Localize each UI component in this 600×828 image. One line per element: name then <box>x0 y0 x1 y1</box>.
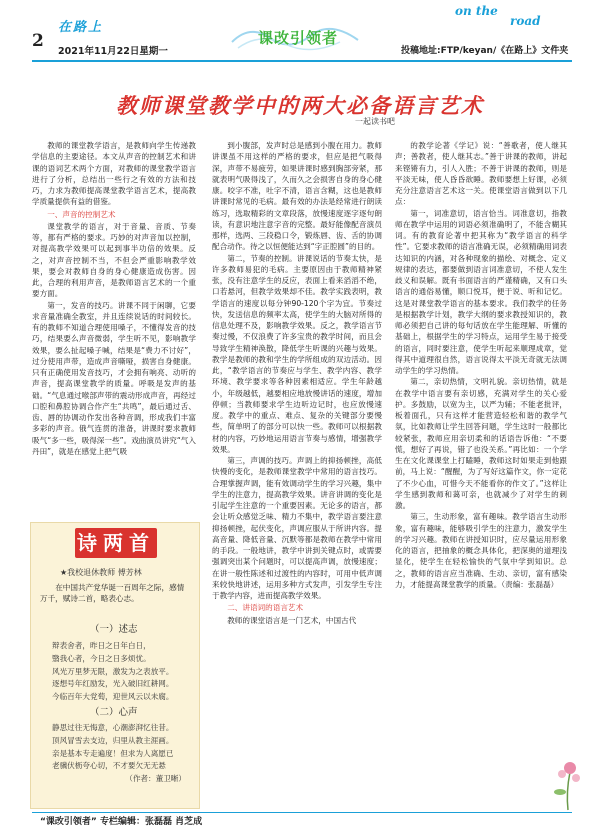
article-column-2 <box>212 140 382 810</box>
paragraph: 教师的课堂教学语言，是教师向学生传递教学信息的主要途径。本文从声音的控制艺术和讲课的语词艺术两个方面，对教师的课堂教学语言进行了分析，总结出一些行之有效的方法和技巧，力求为教师提高课堂教学语言艺术，提高教学质量提供有益的借鉴。 <box>32 141 196 207</box>
paragraph: 的教学论著《学记》说：“善歌者，使人继其声；善教者，使人继其志。”善于讲课的教师，讲起来铿锵有力，引人入胜；不善于讲课的教师，则是平淡无味，使人昏昏欲睡。教师要想上好课，必须充分注意语言艺术这一关。使课堂语言做到以下几点： <box>395 141 567 207</box>
paragraph: 第一，词准意切，语言恰当。词准意切，指教师在教学中运用的词语必须准确明了，不能含糊其词。有的教育论著中把其称为“教学语言的科学性”。它要求教师的语言准确无误，必须精确用词表达知识的内涵，对各种现象的描绘、对概念、定义规律的表达，都要做到语言词准意切，不使人发生歧义和误解。既有书面语言的严谨精确，又有口头语言的通俗易懂，顺口悦耳，便于说、听和记忆。这是对课堂教学语言的基本要求。我们教学的任务是根据教学计划，教学大纲的要求教授知识的，教师必须把自己讲的每句话放在学生能理解、听懂的基础上，根据学生的学习特点，运用学生易于接受的语言，同时要注意，使学生听起来顺理成章，觉得其中道理很自然，语言说得太平淡无奇就无法调动学生的学习热情。 <box>395 208 567 375</box>
article-column-3 <box>395 140 567 796</box>
poem-part-1-title: （一）述志 <box>90 624 138 635</box>
poem-line: 静思过往无悔意，心潮澎湃忆往昔。 <box>52 723 174 732</box>
on-the-label: on the <box>455 4 498 18</box>
issue-date: 2021年11月22日星期一 <box>58 46 168 57</box>
submit-address: 投稿地址:FTP/keyan/《在路上》文件夹 <box>401 46 569 56</box>
poem-line: 今临百年大党萄，迎世风云以未腐。 <box>52 692 174 702</box>
paragraph: 第一，发音的技巧。讲课不同于闲聊，它要求音量准确全教室，并且连续说话的时间较长。有的教师不知道合理使用嗓子，不懂得发音的技巧，结果要么声音微弱，学生听不见，影响教学效果，要么扯起嗓子喊，结果是“费力不讨好”，过分使用声带，造成声音嘶哑，损害自身健康。只有正确使用发音技巧，才会拥有响亮、动听的声音，提高课堂教学的质量。呼吸是发声的基础。“气息通过喉部声带的震动形成声音，再经过口腔和鼻腔协调合作产生“共鸣”，最后通过舌、齿、唇的协调动作发出各种音调，形成我们丰富多彩的声音。俄气连贯的准备，讲课时要求教师吸气“多一些，吸得深一些”。戏曲演员讲究“气入丹田”，就是在感觉上把气吸 <box>32 300 196 456</box>
poem-line: 老骥伏枥夸心切，不才要欠无无悬 <box>52 761 166 771</box>
poem-banner: 诗两首 <box>75 528 157 558</box>
paragraph: 第二，节奏的控制。讲课说话的节奏太快，是许多教师易犯的毛病。主要原因由于教师精神紧张，没有注意学生的反应，表面上看来滔滔不绝，口若悬河，但教学效果却不佳。教学实践表明，教学语言的速度以每分钟90-120个字为宜。节奏过快，发送信息的频率太高，使学生的大脑对所得的信息处理不及，影响教学效果。反之，教学语言节奏过慢，不仅浪费了许多宝贵的教学时间，而且会导致学生精神涣散，降低学生听课的兴趣与效果。教学是教师的教和学生的学所组成的双边活动。因此，“教学语言的节奏应与学生、教学内容、教学环境、教学要求等各种因素相适应。学生年龄越小，年级越低，越要相应地放慢讲话的速度，增加停顿；当教师要求学生边听边记时，也应放慢速度。教学中的重点、难点、复杂的关键部分要慢些，简单明了的部分可以快一些。教师可以根据教材的内容，巧妙地运用语言节奏与感情，增强教学效果。 <box>212 253 382 454</box>
footer-divider <box>32 812 572 813</box>
road-label: road <box>510 14 541 28</box>
article-column-1 <box>32 140 196 457</box>
poem-signature: （作者：董卫晰） <box>125 774 186 784</box>
poem-line: 风光万里梦无限，激发为之表放平。 <box>52 666 174 676</box>
poem-line: 亲是基本专走遍度！但求为人离愿已 <box>52 748 174 758</box>
paragraph: 到小腹部，发声时总是感到小腹在用力。教师讲课虽不用这样的严格的要求，但应是把气吸得深，声带不易疲劳，如果讲课时感到胸部旁紧，那就表明气吸得浅了，久而久之会损害自身的身心健康。咬字不准，吐字不清，语言含糊，这也是教师讲课时常见的毛病。最有效的办法是经常进行朗读练习，选取精彩的文章段落，放慢速度逐字逐句朗读，有意识地注意字音的完整。最好能像配音演员那样，选两、三段稳口令，锻炼唇、齿、舌的协调配合动作。待之以恒便能达到“字正腔圆”的目的。 <box>212 141 382 252</box>
paragraph: 课堂教学的语言，对于音量、音质、节奏等，都有严格的要求。巧妙的对声音加以控制，对提高教学效果可以起到事半功倍的效果。反之，对声音控制不当，不但会严重影响教学效果，要会对教师自身的身心健康造成伤害。因此，合理的利用声音，是教师语言艺术的一个重要方面。 <box>32 221 196 299</box>
article-title: 教师课堂教学中的两大必备语言艺术 <box>116 93 484 118</box>
poem-line: 辩表舍者，昨日之日年白日， <box>52 641 151 650</box>
paragraph: 教师的课堂语言是一门艺术，中国古代 <box>227 615 357 625</box>
paper-name: 在路上 <box>58 20 104 35</box>
poem-intro: 在中国共产党华诞一百周年之际，感情万千，赋诗二首，略表心志。 <box>40 583 185 603</box>
section-heading: 一、声音的控制艺术 <box>47 209 116 219</box>
section-title: 课改引领者 <box>258 29 339 47</box>
paragraph: 第二，亲切热情，文明礼貌。亲切热情，就是在教学中语言要有亲切感，充满对学生的关心爱护。多鼓励，以宽为主，以严为辅；不能老批评，板着面孔，只有这样才能营造轻松和谐的教学气氛，比如教师让学生回答问题，学生这时一般都比较紧张，教师应用亲切柔和的话语告诉他：“不要慌，想好了再说，错了也没关系。”再比如：一个学生在文化课课堂上打瞌睡，教师这时如果走到他跟前，马上说：“醒醒，为了写好这篇作文，你一定花了不少心血，可惜今天不能看你的作文了。”这样让学生感到教师和蔼可亲，也就减少了对学生的刺激。 <box>395 377 567 510</box>
poem-part-2 <box>52 722 192 786</box>
page-number: 2 <box>32 31 44 51</box>
poem-line: 逐想号年红励发，光入破旧红耕网。 <box>52 679 174 689</box>
poem-author: ★我校退休教师 傅芳林 <box>60 568 142 577</box>
column-editors: “课改引领者” 专栏编辑：张磊磊 肖芝成 <box>40 817 203 827</box>
section-heading: 二、讲语词的语言艺术 <box>227 603 304 613</box>
paragraph: 第三，生动形象，富有趣味。教学语言生动形象，富有趣味，能够吸引学生的注意力，激发学生的学习兴趣。教师在讲授知识时，应尽量运用形象化的语言，把抽象的概念具体化，把深奥的道理浅显化，使学生在轻松愉快的气氛中学到知识。总之，教师的语言应当准确、生动、亲切，富有感染力，才能提高课堂教学的质量。（责编：张磊磊） <box>395 512 567 589</box>
flower-decoration-icon <box>548 752 588 812</box>
poem-part-2-title: （二）心声 <box>90 707 138 718</box>
article-author: 一起读书吧 <box>355 117 395 126</box>
poem-line: 顶风冒雪去支边，归里从教主涯画。 <box>52 735 174 745</box>
poem-part-1 <box>52 640 192 704</box>
header <box>0 0 600 66</box>
poem-line: 翳我心者，今日之日多烦忧。 <box>52 653 151 663</box>
paragraph: 第三，声调的技巧。声调上的抑扬顿挫，高低快慢的变化，是教师课堂教学中常用的语言技巧。合理掌握声调，能有效调动学生的学习兴趣，集中学生的注意力，提高教学效果。讲音讲调的变化是引起学生注意的一个重要因素。无论多的语言，都会让听众感觉乏味、精力不集中，教学语言要注意抑扬顿挫，起伏变化，声调应服从于所讲内容。提高音量、降低音量、沉默等都是教师在教学中常用的手段。一般地讲，教学中讲到关键点时，或需要强调突出某个问题时，可以提高声调，放慢速度；在讲一般性陈述和过渡性的内容时，可用中低声调来较快地讲述，运用多种方式发声，引发学生专注于教学内容，进而提高教学效果。 <box>212 456 382 600</box>
header-divider <box>32 60 572 62</box>
